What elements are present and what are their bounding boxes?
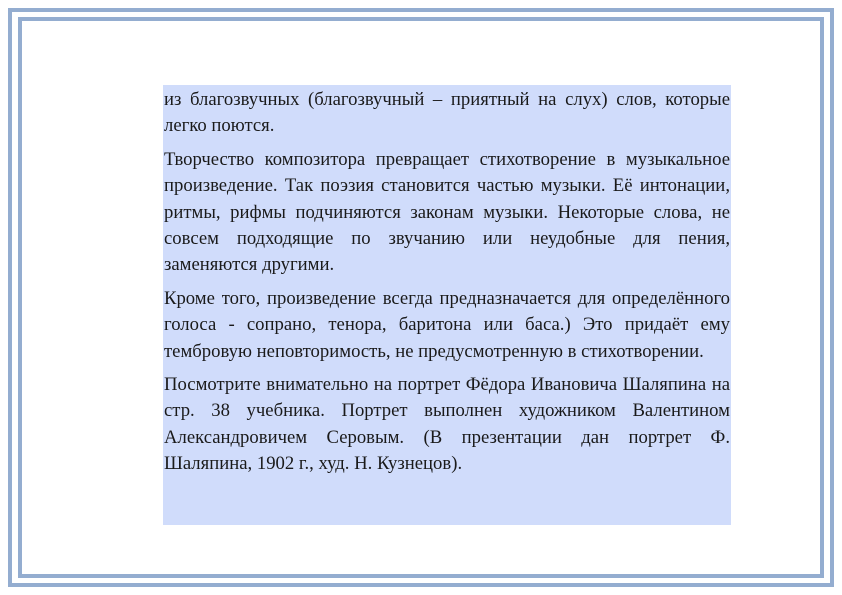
paragraph-composer: Творчество композитора превращает стихотворение в музыкальное произведение. Так поэзия становится частью музыки. Её интонации, ритмы, рифмы подчиняются законам музыки. Некоторые слова, не совсем подходящие по звучанию или неудобные для пения, заменяются другими. bbox=[164, 148, 730, 276]
highlighted-text-block bbox=[163, 85, 731, 525]
paragraph-voice: Кроме того, произведение всегда предназначается для определённого голоса - сопрано, тенора, баритона или баса.) Это придаёт ему тембровую неповторимость, не предусмотренную в стихотворении. bbox=[164, 287, 730, 362]
paragraph-intro: из благозвучных (благозвучный – приятный на слух) слов, которые легко поются. bbox=[164, 89, 730, 137]
paragraph-portrait: Посмотрите внимательно на портрет Фёдора Ивановича Шаляпина на стр. 38 учебника. Портрет выполнен художником Валентином Александровичем Серовым. (В презентации дан портрет Ф. Шаляпина, 1902 г., худ. Н. Кузнецов). bbox=[164, 374, 730, 475]
